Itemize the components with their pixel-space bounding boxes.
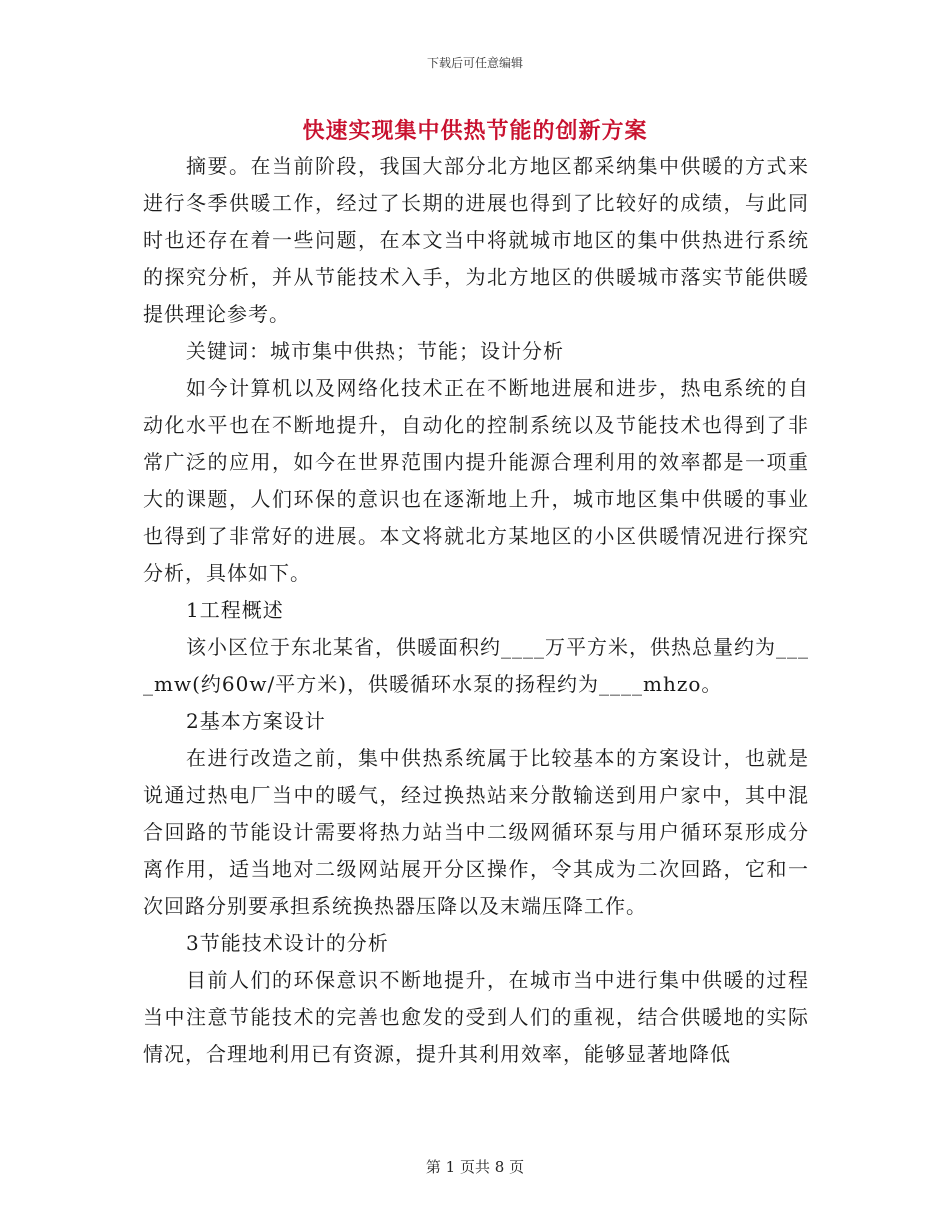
header-note: 下载后可任意编辑 — [426, 56, 523, 70]
section-2-paragraph: 在进行改造之前，集中供热系统属于比较基本的方案设计，也就是说通过热电厂当中的暖气，经过换热站来分散输送到用户家中，其中混合回路的节能设计需要将热力站当中二级网循环泵与用户循环泵形成分离作用，适当地对二级网站展开分区操作，令其成为二次回路，它和一次回路分别要承担系统换热器压降以及末端压降工作。 — [143, 746, 809, 918]
intro-paragraph: 如今计算机以及网络化技术正在不断地进展和进步，热电系统的自动化水平也在不断地提升，自动化的控制系统以及节能技术也得到了非常广泛的应用，如今在世界范围内提升能源合理利用的效率都是一项重大的课题，人们环保的意识也在逐渐地上升，城市地区集中供暖的事业也得到了非常好的进展。本文将就北方某地区的小区供暖情况进行探究分析，具体如下。 — [143, 376, 809, 585]
document-title: 快速实现集中供热节能的创新方案 — [302, 118, 648, 144]
section-heading-3: 3节能技术设计的分析 — [186, 931, 389, 955]
page-footer: 第 1 页共 8 页 — [425, 1158, 525, 1176]
section-3-paragraph: 目前人们的环保意识不断地提升，在城市当中进行集中供暖的过程当中注意节能技术的完善也愈发的受到人们的重视，结合供暖地的实际情况，合理地利用已有资源，提升其利用效率，能够显著地降低 — [143, 968, 809, 1066]
document-body — [143, 148, 809, 1073]
section-heading-1: 1工程概述 — [186, 598, 284, 622]
section-heading-2: 2基本方案设计 — [186, 709, 326, 733]
keywords-paragraph: 关键词：城市集中供热；节能；设计分析 — [186, 339, 564, 363]
abstract-paragraph: 摘要。在当前阶段，我国大部分北方地区都采纳集中供暖的方式来进行冬季供暖工作，经过了长期的进展也得到了比较好的成绩，与此同时也还存在着一些问题，在本文当中将就城市地区的集中供热进行系统的探究分析，并从节能技术入手，为北方地区的供暖城市落实节能供暖提供理论参考。 — [143, 154, 809, 326]
section-1-paragraph: 该小区位于东北某省，供暖面积约____万平方米，供热总量约为____mw(约60w/平方米)，供暖循环水泵的扬程约为____mhzo。 — [143, 635, 809, 696]
